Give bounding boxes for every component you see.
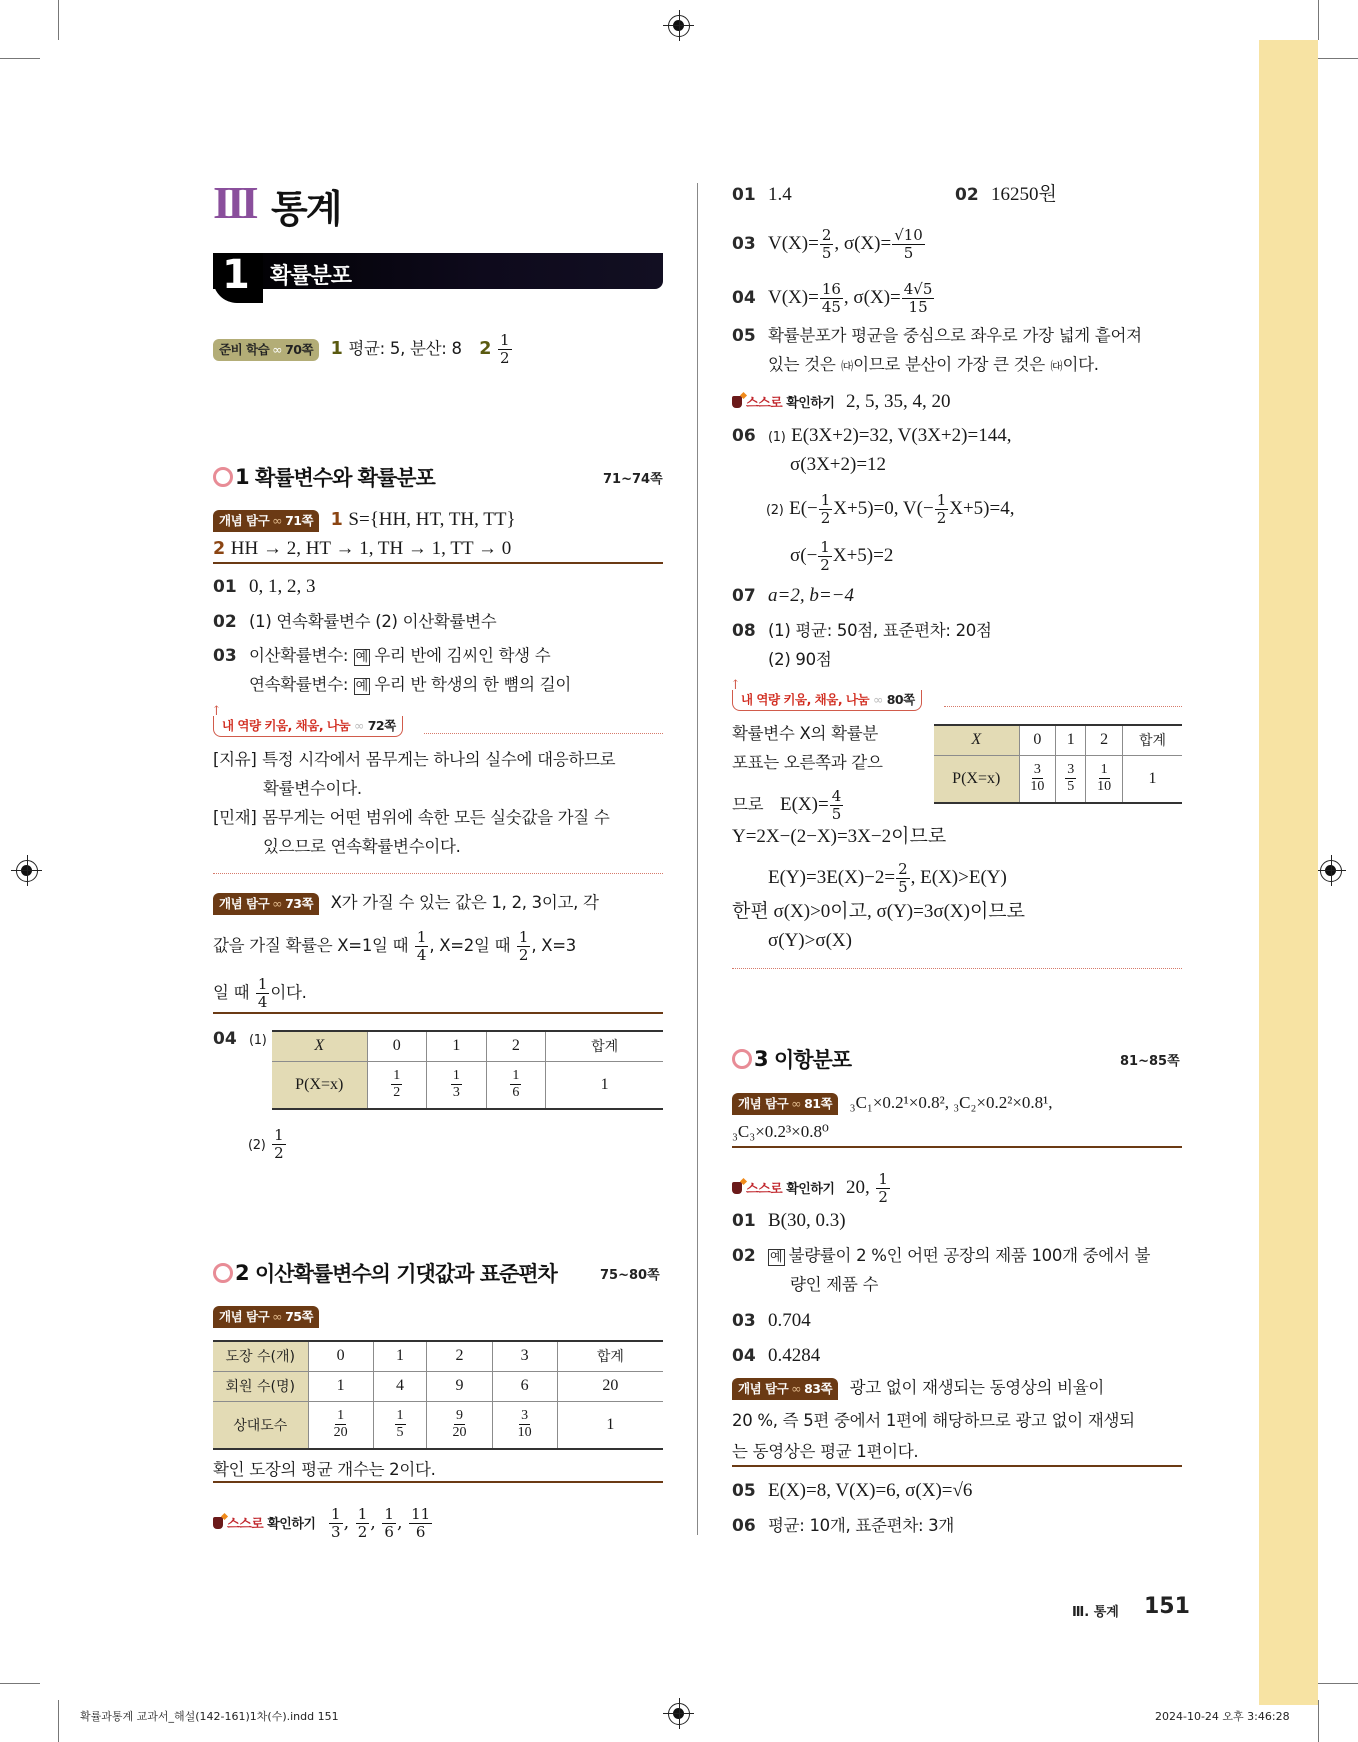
- section-heading: 2 이산확률변수의 기댓값과 표준편차: [213, 1258, 557, 1288]
- c80-line4: Y=2X−(2−X)=3X−2이므로: [732, 826, 947, 847]
- crop-mark: [1318, 58, 1358, 59]
- unit-title: 확률분포: [270, 264, 352, 289]
- concept-71: 개념 탐구 ∞ 71쪽 1 S={HH, HT, TH, TT}: [213, 509, 516, 532]
- answer-r05-line2: 있는 것은 ㈐이므로 분산이 가장 큰 것은 ㈐이다.: [768, 355, 1099, 374]
- footer-section: Ⅲ. 통계: [1072, 1605, 1119, 1620]
- concept-71-line2: 2 HH → 2, HT → 1, TH → 1, TT → 0: [213, 538, 512, 559]
- concept-83-line2: 20 %, 즉 5편 중에서 1편에 해당하므로 광고 없이 재생되: [732, 1411, 1135, 1430]
- answer-r06-line2: σ(3X+2)=12: [790, 454, 887, 475]
- ring-icon: [732, 1049, 752, 1069]
- answer-r01: 01 1.4: [732, 184, 792, 205]
- section-pages: 75~80쪽: [600, 1268, 660, 1283]
- minjae-answer: [민재] 몸무게는 어떤 범위에 속한 모든 실숫값을 가질 수: [213, 808, 610, 827]
- crop-mark: [1318, 1700, 1319, 1742]
- chapter-roman-numeral: III: [213, 177, 255, 228]
- pencil-check-icon: [213, 1517, 223, 1529]
- registration-mark-icon: [668, 1703, 690, 1725]
- crop-mark: [1318, 0, 1319, 40]
- dotted-divider: [944, 706, 1182, 707]
- answer-03: 03 이산확률변수: 예 우리 반에 김씨인 학생 수: [213, 646, 551, 666]
- c80-line6: 한편 σ(X)>0이고, σ(Y)=3σ(X)이므로: [732, 901, 1026, 922]
- c80-line7: σ(Y)>σ(X): [768, 930, 852, 951]
- self-check-r1: 스스로 확인하기 2, 5, 35, 4, 20: [732, 391, 951, 415]
- chapter-title: 통계: [271, 187, 341, 231]
- crop-mark: [1318, 1683, 1358, 1684]
- concept-73-line2: 값을 가질 확률은 X=1일 때 $\frac{1}{4}$ , X=2일 때 $\frac{1}{2}$ , X=3: [213, 928, 576, 964]
- answer-04: 04 (1): [213, 1029, 267, 1049]
- answer-04-2: (2) $\frac{1}{2}$: [248, 1126, 284, 1162]
- answer-r07: 07 a=2, b=−4: [732, 585, 854, 606]
- answer-b02-line2: 량인 제품 수: [790, 1275, 879, 1294]
- crop-mark: [58, 0, 59, 40]
- probability-table-80: X 0 1 2 합계 P(X=x) $\frac{3}{10}$ $\frac{3}{5}$ $\frac{1}{10}$ 1: [934, 724, 1182, 804]
- column-divider: [697, 183, 698, 1535]
- arrow-up-icon: ↑: [730, 678, 741, 693]
- self-check-75: 스스로 확인하기 $\frac{1}{3}$ , $\frac{1}{2}$ , $\frac{1}{6}$ , $\frac{11}{6}$: [213, 1507, 433, 1540]
- crop-mark: [0, 1683, 40, 1684]
- self-check-r2: 스스로 확인하기 20, $\frac{1}{2}$: [732, 1172, 891, 1205]
- answer-b03: 03 0.704: [732, 1310, 811, 1331]
- jiyu-answer: [지유] 특정 시각에서 몸무게는 하나의 실수에 대응하므로: [213, 750, 616, 769]
- concept-81: 개념 탐구 ∞ 81쪽 ₃C₁×0.2¹×0.8², ₃C₂×0.2²×0.8¹,: [732, 1092, 1053, 1115]
- crop-mark: [58, 1700, 59, 1742]
- concept-tag: 개념 탐구 ∞ 73쪽: [213, 893, 319, 915]
- stamp-frequency-table: 도장 수(개) 0 1 2 3 합계 회원 수(명) 1 4 9 6 20 상대도수 $\frac{1}{20}$ $\frac{1}{5}$ $\frac{9}{20}$ $\frac{3}{10}$ 1: [213, 1340, 663, 1450]
- prep-answer-2: $\frac{1}{2}$: [500, 331, 510, 367]
- side-color-band: [1259, 40, 1318, 1705]
- dotted-divider: [213, 873, 663, 874]
- concept-83: 개념 탐구 ∞ 83쪽 광고 없이 재생되는 동영상의 비율이: [732, 1377, 1104, 1400]
- prep-item-num: 2: [479, 339, 492, 359]
- answer-r06-line4: σ(− $\frac{1}{2}$ X+5)=2: [790, 538, 894, 574]
- callout-80: ↑ 내 역량 키움, 채움, 나눔 ∞ 80쪽: [732, 690, 922, 711]
- jiyu-answer-line2: 확률변수이다.: [263, 779, 362, 798]
- answer-b04: 04 0.4284: [732, 1345, 821, 1366]
- c80-line5: E(Y)=3E(X)−2= $\frac{2}{5}$ , E(X)>E(Y): [768, 860, 1007, 896]
- print-slug-date: 2024-10-24 오후 3:46:28: [1155, 1710, 1290, 1723]
- answer-02: 02 (1) 연속확률변수 (2) 이산확률변수: [213, 612, 497, 632]
- concept-tag: 개념 탐구 ∞ 75쪽: [213, 1306, 319, 1328]
- answer-b05: 05 E(X)=8, V(X)=6, σ(X)=√6: [732, 1480, 973, 1501]
- answer-r08-line2: (2) 90점: [768, 650, 832, 669]
- answer-b06: 06 평균: 10개, 표준편차: 3개: [732, 1516, 955, 1536]
- arrow-up-icon: ↑: [211, 704, 222, 719]
- registration-mark-icon: [16, 860, 38, 882]
- answer-r02: 02 16250원: [955, 184, 1057, 205]
- answer-b02: 02 예 불량률이 2 %인 어떤 공장의 제품 100개 중에서 불: [732, 1246, 1151, 1266]
- dotted-divider: [732, 968, 1182, 969]
- divider: [213, 562, 663, 564]
- prep-tag: 준비 학습 ∞ 70쪽: [213, 339, 319, 361]
- concept-83-line3: 는 동영상은 평균 1편이다.: [732, 1442, 919, 1461]
- probability-table-04: X 0 1 2 합계 P(X=x) $\frac{1}{2}$ $\frac{1}{3}$ $\frac{1}{6}$ 1: [272, 1030, 663, 1110]
- pencil-check-icon: [732, 1182, 742, 1194]
- concept-tag: 개념 탐구 ∞ 71쪽: [213, 510, 319, 532]
- concept-81-line2: ₃C₃×0.2³×0.8⁰: [732, 1122, 829, 1141]
- ring-icon: [213, 467, 233, 487]
- answer-r06-line3: (2) E(− $\frac{1}{2}$ X+5)=0, V(− $\frac{1}{2}$ X+5)=4,: [766, 491, 1015, 527]
- registration-mark-icon: [1320, 860, 1342, 882]
- print-slug-file: 확률과통계 교과서_해설(142-161)1차(수).indd 151: [80, 1710, 339, 1723]
- c80-line2: 포표는 오른쪽과 같으: [732, 753, 883, 772]
- section-heading: 1 확률변수와 확률분포: [213, 462, 435, 492]
- section-heading: 3 이항분포: [732, 1044, 851, 1074]
- pencil-check-icon: [732, 396, 742, 408]
- concept-tag: 개념 탐구 ∞ 81쪽: [732, 1093, 838, 1115]
- answer-b01: 01 B(30, 0.3): [732, 1210, 846, 1231]
- concept-75: [213, 1305, 319, 1328]
- concept-tag: 개념 탐구 ∞ 83쪽: [732, 1378, 838, 1400]
- divider: [732, 1146, 1182, 1148]
- answer-r05: 05 확률분포가 평균을 중심으로 좌우로 가장 넓게 흩어져: [732, 326, 1142, 346]
- unit-number: 1: [222, 252, 250, 298]
- crop-mark: [0, 58, 40, 59]
- c80-line3: 므로 E(X)= $\frac{4}{5}$: [732, 787, 842, 823]
- dotted-divider: [424, 733, 663, 734]
- prep-answer-1: 평균: 5, 분산: 8: [348, 339, 462, 358]
- page-number: 151: [1144, 1594, 1190, 1619]
- prep-line: [213, 333, 513, 366]
- minjae-answer-line2: 있으므로 연속확률변수이다.: [263, 837, 461, 856]
- check-note: 확인 도장의 평균 개수는 2이다.: [213, 1460, 436, 1479]
- divider: [213, 1481, 663, 1483]
- registration-mark-icon: [668, 15, 690, 37]
- callout-72: ↑ 내 역량 키움, 채움, 나눔 ∞ 72쪽: [213, 716, 403, 737]
- divider: [213, 1012, 663, 1014]
- answer-r06: 06 (1) E(3X+2)=32, V(3X+2)=144,: [732, 425, 1012, 446]
- concept-73: 개념 탐구 ∞ 73쪽 X가 가질 수 있는 값은 1, 2, 3이고, 각: [213, 892, 599, 915]
- answer-01: 01 0, 1, 2, 3: [213, 576, 316, 597]
- section-pages: 71~74쪽: [603, 472, 663, 487]
- divider: [732, 1465, 1182, 1467]
- prep-item-num: 1: [330, 339, 343, 359]
- answer-03-line2: 연속확률변수: 예 우리 반 학생의 한 뼘의 길이: [249, 675, 571, 694]
- concept-73-line3: 일 때 $\frac{1}{4}$ 이다.: [213, 975, 307, 1011]
- ring-icon: [213, 1263, 233, 1283]
- section-pages: 81~85쪽: [1120, 1054, 1180, 1069]
- answer-r04: 04 V(X)= $\frac{16}{45}$ , σ(X)= $\frac{4√5}{15}$: [732, 280, 933, 316]
- answer-r08: 08 (1) 평균: 50점, 표준편차: 20점: [732, 621, 992, 641]
- c80-line1: 확률변수 X의 확률분: [732, 724, 879, 743]
- answer-r03: 03 V(X)= $\frac{2}{5}$ , σ(X)= $\frac{√10}{5}$: [732, 226, 923, 262]
